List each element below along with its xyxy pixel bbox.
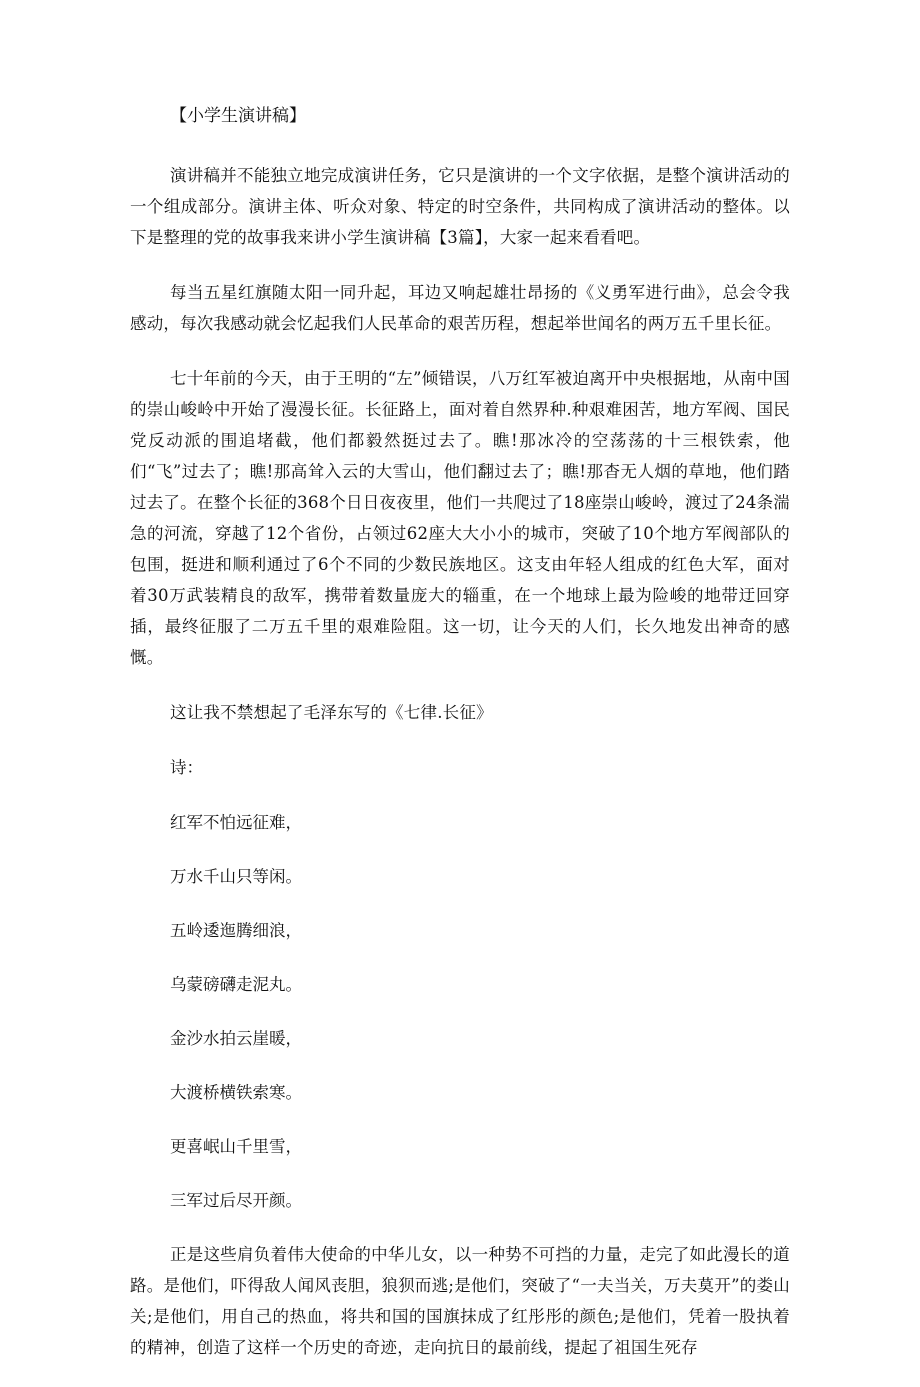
poem-line: 金沙水拍云崖暖， [170, 1029, 302, 1048]
poem-label: 诗： [170, 758, 203, 777]
body-paragraph-4: 正是这些肩负着伟大使命的中华儿女，以一种势不可挡的力量，走完了如此漫长的道路。是他们，吓得敌人闻风丧胆，狼狈而逃;是他们，突破了“一夫当关，万夫莫开”的娄山关;是他们，用自己的热血，将共和国的国旗抹成了红彤彤的颜色;是他们，凭着一股执着的精神，创造了这样一个历史的奇迹，走向抗日的最前线，提起了祖国生死存 [130, 1245, 790, 1357]
document-page [130, 100, 790, 1387]
poem-line: 红军不怕远征难， [170, 813, 302, 832]
poem-line: 大渡桥横铁索寒。 [170, 1083, 302, 1102]
poem-line: 乌蒙磅礴走泥丸。 [170, 975, 302, 994]
document-heading: 【小学生演讲稿】 [170, 106, 306, 126]
body-paragraph-3: 这让我不禁想起了毛泽东写的《七律.长征》 [170, 703, 493, 722]
poem-line: 万水千山只等闲。 [170, 867, 302, 886]
poem [130, 807, 790, 1216]
poem-line: 三军过后尽开颜。 [170, 1191, 302, 1210]
body-paragraph-1: 每当五星红旗随太阳一同升起，耳边又响起雄壮昂扬的《义勇军进行曲》，总会令我感动，每次我感动就会忆起我们人民革命的艰苦历程，想起举世闻名的两万五千里长征。 [130, 283, 790, 333]
intro-paragraph: 演讲稿并不能独立地完成演讲任务，它只是演讲的一个文字依据，是整个演讲活动的一个组成部分。演讲主体、听众对象、特定的时空条件，共同构成了演讲活动的整体。以下是整理的党的故事我来讲小学生演讲稿【3篇】，大家一起来看看吧。 [130, 166, 790, 247]
poem-line: 五岭逶迤腾细浪， [170, 921, 302, 940]
poem-line: 更喜岷山千里雪， [170, 1137, 302, 1156]
body-paragraph-2: 七十年前的今天，由于王明的“左”倾错误，八万红军被迫离开中央根据地，从南中国的崇山峻岭中开始了漫漫长征。长征路上，面对着自然界种.种艰难困苦，地方军阀、国民党反动派的围追堵截，他们都毅然挺过去了。瞧!那冰冷的空荡荡的十三根铁索，他们“飞”过去了；瞧!那高耸入云的大雪山，他们翻过去了；瞧!那杳无人烟的草地，他们踏过去了。在整个长征的368个日日夜夜里，他们一共爬过了18座崇山峻岭，渡过了24条湍急的河流，穿越了12个省份，占领过62座大大小小的城市，突破了10个地方军阀部队的包围，挺进和顺利通过了6个不同的少数民族地区。这支由年轻人组成的红色大军，面对着30万武装精良的敌军，携带着数量庞大的辎重，在一个地球上最为险峻的地带迂回穿插，最终征服了二万五千里的艰难险阻。这一切，让今天的人们，长久地发出神奇的感慨。 [130, 369, 790, 667]
